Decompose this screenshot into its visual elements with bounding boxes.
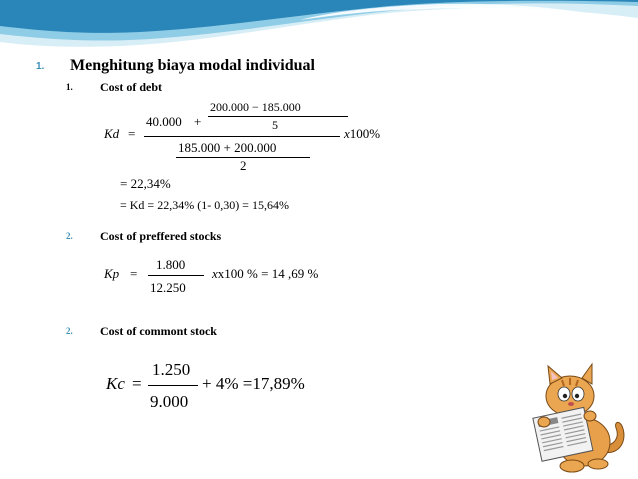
common-equals: = xyxy=(132,374,142,393)
debt-result-1: = 22,34% xyxy=(120,176,171,191)
section-number: 1. xyxy=(66,82,73,92)
heading-text: Menghitung biaya modal individual xyxy=(70,57,315,74)
header-wave-decoration xyxy=(0,0,638,60)
debt-denominator-top: 185.000 + 200.000 xyxy=(178,140,277,155)
debt-numerator-a: 40.000 xyxy=(146,114,182,129)
common-lhs: Kc xyxy=(106,374,125,393)
debt-inner-denominator: 5 xyxy=(272,118,278,132)
debt-inner-fraction-bar xyxy=(208,116,348,117)
section-number: 2. xyxy=(66,231,73,241)
debt-multiplier: x100% xyxy=(344,126,381,141)
heading-number: 1. xyxy=(36,61,45,72)
common-result: + 4% =17,89% xyxy=(202,374,305,393)
section-title: Cost of preffered stocks xyxy=(100,229,222,243)
debt-lhs: Kd xyxy=(104,126,120,141)
debt-inner-numerator: 200.000 − 185.000 xyxy=(210,100,301,114)
common-fraction-bar xyxy=(148,385,198,386)
preferred-equals: = xyxy=(130,266,138,281)
preferred-fraction-bar xyxy=(148,275,204,276)
debt-main-fraction-bar xyxy=(144,136,340,137)
debt-equals: = xyxy=(128,126,136,141)
debt-plus: + xyxy=(194,114,202,129)
preferred-result-text: x100 % = 14 ,69 % xyxy=(217,266,319,281)
debt-denominator-bottom: 2 xyxy=(240,158,247,173)
debt-result-2: = Kd = 22,34% (1- 0,30) = 15,64% xyxy=(120,198,289,212)
cat-reading-newspaper-icon xyxy=(524,360,636,476)
preferred-denominator: 12.250 xyxy=(150,280,186,295)
section-title: Cost of commont stock xyxy=(100,324,217,338)
preferred-numerator: 1.800 xyxy=(156,257,186,272)
section-title: Cost of debt xyxy=(100,80,162,94)
preferred-result: xx100 % = 14 ,69 % xyxy=(212,266,319,281)
preferred-lhs: Kp xyxy=(104,266,120,281)
common-denominator: 9.000 xyxy=(150,392,189,411)
common-numerator: 1.250 xyxy=(152,360,191,379)
section-number: 2. xyxy=(66,326,73,336)
